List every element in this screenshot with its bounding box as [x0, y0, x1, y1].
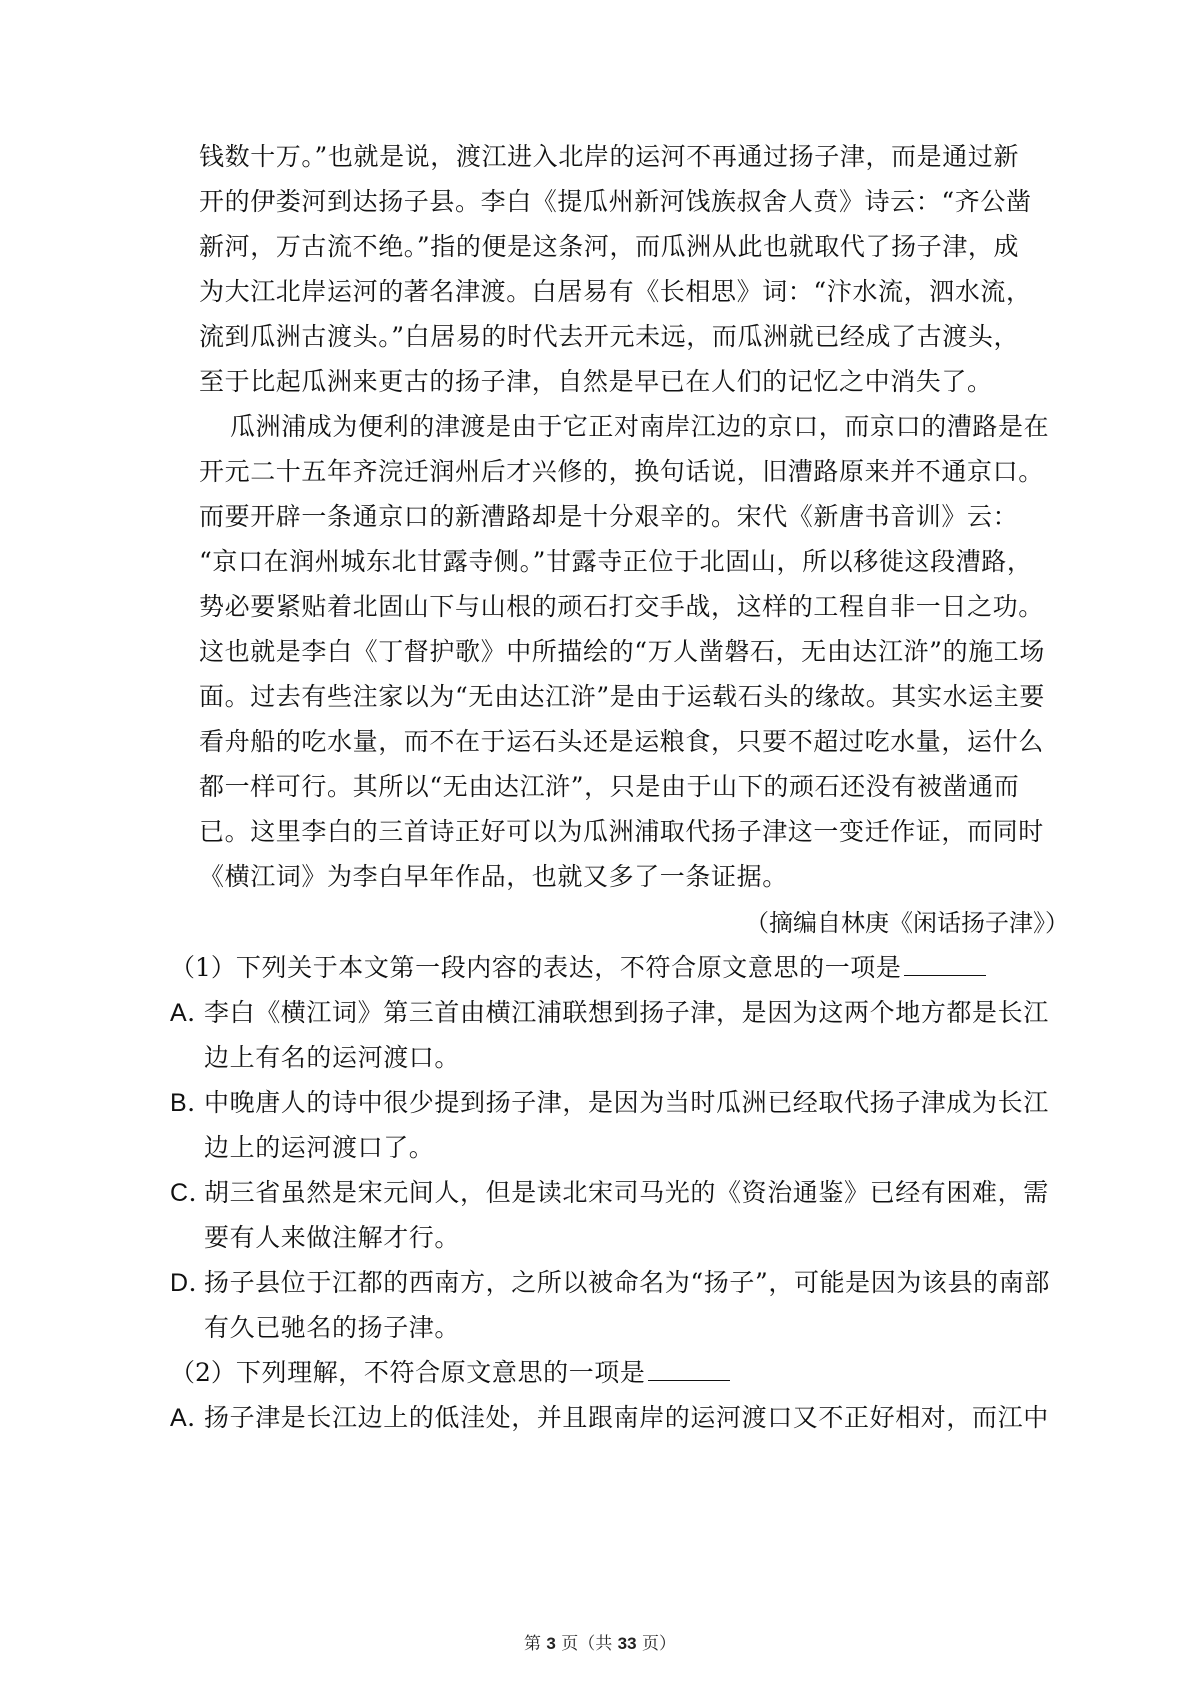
option-c-continuation: 要有人来做注解才行。: [204, 1223, 461, 1252]
page-total: 33: [617, 1634, 637, 1653]
option-b-continuation: 边上的运河渡口了。: [204, 1133, 435, 1162]
question-1-stem: [170, 953, 986, 983]
question-prompt: 下列理解，不符合原文意思的一项是: [235, 1358, 646, 1387]
question-number: （1）: [170, 953, 236, 982]
passage-line: 面。过去有些注家以为“无由达江浒”是由于运载石头的缘故。其实水运主要: [199, 682, 1045, 711]
option-c[interactable]: [170, 1178, 1049, 1208]
passage-line: 新河，万古流不绝。”指的便是这条河，而瓜洲从此也就取代了扬子津，成: [199, 232, 1020, 261]
option-label: C．: [170, 1179, 215, 1207]
footer-prefix: 第: [523, 1634, 547, 1654]
passage-line: 这也就是李白《丁督护歌》中所描绘的“万人凿磐石，无由达江浒”的施工场: [199, 637, 1045, 666]
option-text: 李白《横江词》第三首由横江浦联想到扬子津，是因为这两个地方都是长江: [204, 998, 1049, 1027]
option-label: D．: [170, 1269, 215, 1297]
option-label: A．: [170, 999, 213, 1027]
passage-line: 《横江词》为李白早年作品，也就又多了一条证据。: [199, 862, 788, 891]
option-d[interactable]: [170, 1268, 1050, 1298]
question-prompt: 下列关于本文第一段内容的表达，不符合原文意思的一项是: [235, 953, 902, 982]
option-text: 扬子县位于江都的西南方，之所以被命名为“扬子”，可能是因为该县的南部: [204, 1268, 1050, 1297]
passage-line: 已。这里李白的三首诗正好可以为瓜洲浦取代扬子津这一变迁作证，而同时: [199, 817, 1044, 846]
passage-line: 瓜洲浦成为便利的津渡是由于它正对南岸江边的京口，而京口的漕路是在: [230, 412, 1050, 441]
page-number: 3: [546, 1634, 556, 1653]
passage-line: 至于比起瓜洲来更古的扬子津，自然是早已在人们的记忆之中消失了。: [199, 367, 993, 396]
option-a-continuation: 边上有名的运河渡口。: [204, 1043, 461, 1072]
footer-middle: 页（共: [555, 1634, 618, 1654]
answer-blank[interactable]: [904, 953, 986, 976]
passage-line: 看舟船的吃水量，而不在于运石头还是运粮食，只要不超过吃水量，运什么: [199, 727, 1044, 756]
option-text: 扬子津是长江边上的低洼处，并且跟南岸的运河渡口又不正好相对，而江中: [204, 1403, 1049, 1432]
page-footer: [0, 1633, 1200, 1655]
passage-line: 为大江北岸运河的著名津渡。白居易有《长相思》词：“汴水流，泗水流，: [199, 277, 1032, 306]
passage-line: 开的伊娄河到达扬子县。李白《提瓜州新河饯族叔舍人贲》诗云：“齐公凿: [199, 187, 1032, 216]
option-text: 中晚唐人的诗中很少提到扬子津，是因为当时瓜洲已经取代扬子津成为长江: [204, 1088, 1049, 1117]
passage-line: 流到瓜洲古渡头。”白居易的时代去开元未远，而瓜洲就已经成了古渡头，: [199, 322, 1020, 351]
footer-suffix: 页）: [636, 1634, 676, 1654]
option-a[interactable]: [170, 1403, 1049, 1433]
answer-blank[interactable]: [648, 1358, 730, 1381]
passage-line: 势必要紧贴着北固山下与山根的顽石打交手战，这样的工程自非一日之功。: [199, 592, 1044, 621]
passage-line: 开元二十五年齐浣迁润州后才兴修的，换句话说，旧漕路原来并不通京口。: [199, 457, 1044, 486]
option-label: A．: [170, 1404, 213, 1432]
option-b[interactable]: [170, 1088, 1049, 1118]
option-text: 胡三省虽然是宋元间人，但是读北宋司马光的《资治通鉴》已经有困难，需: [204, 1178, 1049, 1207]
passage-line: 钱数十万。”也就是说，渡江进入北岸的运河不再通过扬子津，而是通过新: [199, 142, 1020, 171]
option-label: B．: [170, 1089, 213, 1117]
option-a[interactable]: [170, 998, 1049, 1028]
passage-line: 都一样可行。其所以“无由达江浒”，只是由于山下的顽石还没有被凿通而: [199, 772, 1020, 801]
passage-source: （摘编自林庚《闲话扬子津》）: [745, 909, 1069, 937]
passage-line: “京口在润州城东北甘露寺侧。”甘露寺正位于北固山，所以移徙这段漕路，: [199, 547, 1033, 576]
passage-line: 而要开辟一条通京口的新漕路却是十分艰辛的。宋代《新唐书音训》云：: [199, 502, 1019, 531]
question-number: （2）: [170, 1358, 236, 1387]
question-2-stem: [170, 1358, 730, 1388]
option-d-continuation: 有久已驰名的扬子津。: [204, 1313, 461, 1342]
